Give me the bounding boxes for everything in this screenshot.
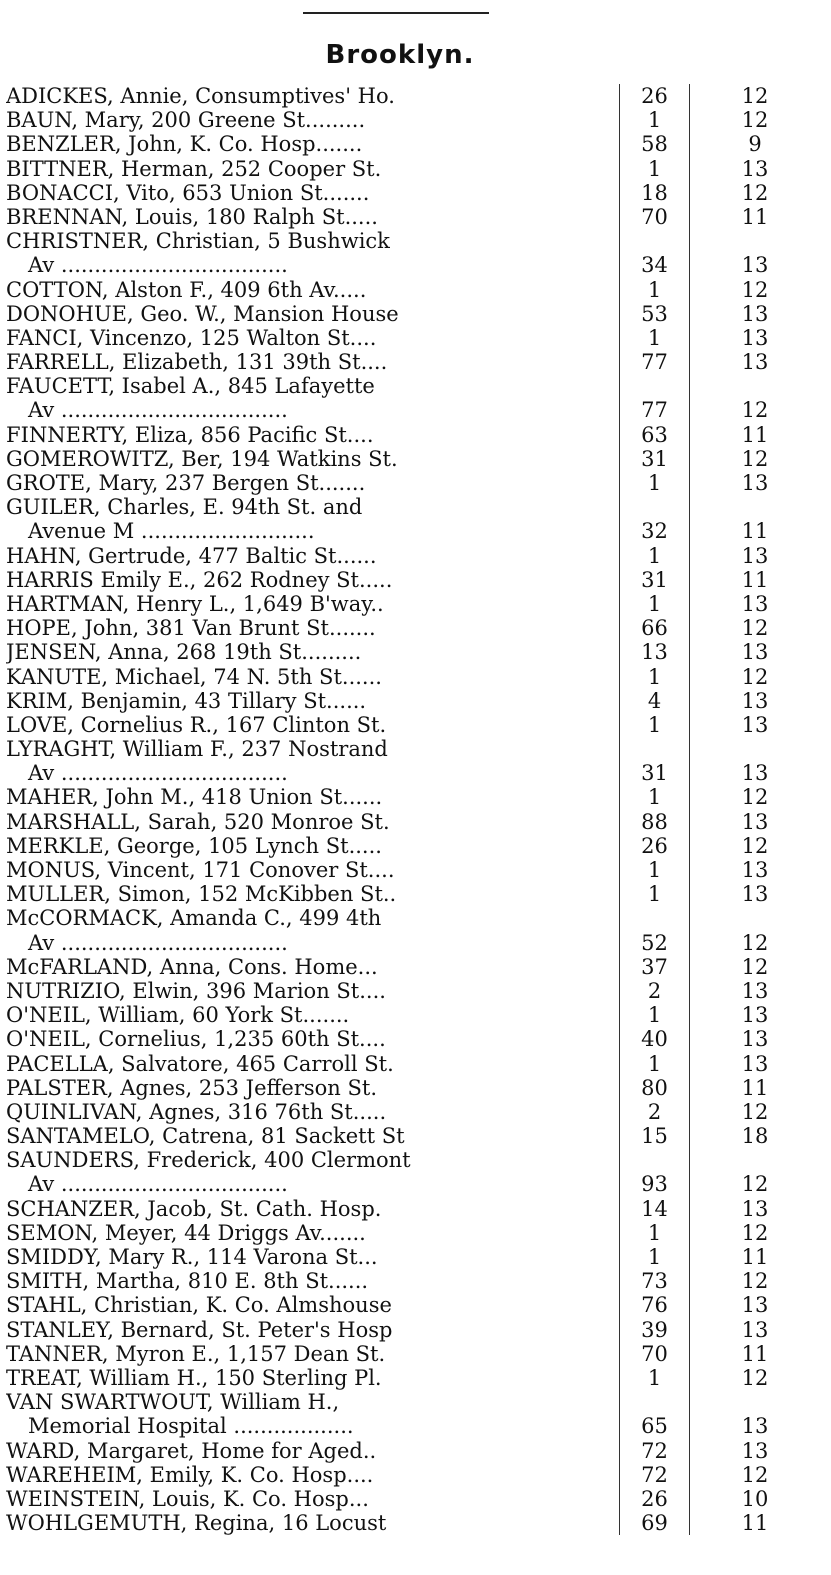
entry-name: GOMEROWITZ, Ber, 194 Watkins St. bbox=[6, 447, 620, 471]
entry-age: 69 bbox=[620, 1511, 690, 1535]
entry-name: VAN SWARTWOUT, William H., bbox=[6, 1390, 620, 1414]
entry-age: 2 bbox=[620, 1100, 690, 1124]
entry-name: Avenue M .......................... bbox=[6, 519, 620, 543]
entry-ward: 12 bbox=[741, 1462, 769, 1487]
listing-row bbox=[6, 1511, 826, 1535]
entry-age: 39 bbox=[620, 1318, 690, 1342]
entry-name: Av .................................. bbox=[6, 253, 620, 277]
entry-ward: 12 bbox=[741, 1172, 769, 1197]
listing-row bbox=[6, 132, 826, 156]
entry-age bbox=[620, 374, 690, 398]
entry-ward: 12 bbox=[741, 84, 769, 108]
listing-row bbox=[6, 471, 826, 495]
listing-row bbox=[6, 665, 826, 689]
entry-name: FARRELL, Elizabeth, 131 39th St.... bbox=[6, 350, 620, 374]
entry-ward: 13 bbox=[741, 301, 769, 326]
entry-ward: 13 bbox=[741, 1438, 769, 1463]
entry-age: 1 bbox=[620, 713, 690, 737]
entry-age: 37 bbox=[620, 955, 690, 979]
listing-row bbox=[6, 1463, 826, 1487]
entry-name: WAREHEIM, Emily, K. Co. Hosp.... bbox=[6, 1463, 620, 1487]
entry-ward: 12 bbox=[741, 1365, 769, 1390]
entry-age: 72 bbox=[620, 1463, 690, 1487]
entry-age: 34 bbox=[620, 253, 690, 277]
entry-ward: 13 bbox=[741, 156, 769, 181]
entry-name: STAHL, Christian, K. Co. Almshouse bbox=[6, 1293, 620, 1317]
listing-row bbox=[6, 1414, 826, 1438]
listing-row bbox=[6, 1197, 826, 1221]
entry-age: 1 bbox=[620, 471, 690, 495]
listing-row bbox=[6, 181, 826, 205]
listing-row bbox=[6, 1342, 826, 1366]
entry-age: 1 bbox=[620, 1221, 690, 1245]
listing-row bbox=[6, 495, 826, 519]
entry-ward: 13 bbox=[741, 350, 769, 375]
entry-name: LYRAGHT, William F., 237 Nostrand bbox=[6, 737, 620, 761]
entry-ward: 11 bbox=[741, 1245, 769, 1269]
entry-name: O'NEIL, Cornelius, 1,235 60th St.... bbox=[6, 1027, 620, 1051]
entry-name: DONOHUE, Geo. W., Mansion House bbox=[6, 302, 620, 326]
entry-ward: 13 bbox=[741, 543, 769, 568]
listing-row bbox=[6, 1366, 826, 1390]
listing-row bbox=[6, 423, 826, 447]
entry-ward: 12 bbox=[741, 785, 769, 810]
entry-ward: 13 bbox=[741, 1293, 769, 1318]
entry-age: 1 bbox=[620, 544, 690, 568]
listing-row bbox=[6, 568, 826, 592]
entry-ward bbox=[690, 229, 820, 253]
listing-row bbox=[6, 1003, 826, 1027]
listing-row bbox=[6, 1293, 826, 1317]
entry-ward: 13 bbox=[741, 1414, 769, 1439]
listing-row bbox=[6, 955, 826, 979]
listing-row bbox=[6, 544, 826, 568]
listing-row bbox=[6, 761, 826, 785]
entry-age: 70 bbox=[620, 1342, 690, 1366]
entry-age: 1 bbox=[620, 326, 690, 350]
listing-row bbox=[6, 278, 826, 302]
listing-row bbox=[6, 906, 826, 930]
entry-ward: 10 bbox=[741, 1486, 769, 1511]
listing-row bbox=[6, 737, 826, 761]
entry-ward: 13 bbox=[741, 1003, 769, 1028]
listing-row bbox=[6, 157, 826, 181]
entry-ward: 13 bbox=[741, 761, 769, 786]
entry-ward: 13 bbox=[741, 978, 769, 1003]
entry-ward: 11 bbox=[741, 1511, 769, 1536]
entry-name: Av .................................. bbox=[6, 931, 620, 955]
listing-row bbox=[6, 519, 826, 543]
entry-ward: 12 bbox=[741, 833, 769, 858]
entry-age: 40 bbox=[620, 1027, 690, 1051]
listing-row bbox=[6, 1245, 826, 1269]
entry-name: COTTON, Alston F., 409 6th Av..... bbox=[6, 278, 620, 302]
top-rule bbox=[303, 12, 489, 14]
entry-age: 26 bbox=[620, 834, 690, 858]
entry-name: BRENNAN, Louis, 180 Ralph St..... bbox=[6, 205, 620, 229]
listing-row bbox=[6, 1027, 826, 1051]
entry-age: 80 bbox=[620, 1076, 690, 1100]
entry-ward: 13 bbox=[741, 591, 769, 616]
entry-name: FINNERTY, Eliza, 856 Pacific St.... bbox=[6, 423, 620, 447]
entry-age: 52 bbox=[620, 931, 690, 955]
entry-name: BITTNER, Herman, 252 Cooper St. bbox=[6, 157, 620, 181]
entry-name: FAUCETT, Isabel A., 845 Lafayette bbox=[6, 374, 620, 398]
entry-name: CHRISTNER, Christian, 5 Bushwick bbox=[6, 229, 620, 253]
listing-row bbox=[6, 834, 826, 858]
listing-row bbox=[6, 447, 826, 471]
listing-row bbox=[6, 1172, 826, 1196]
listing-row bbox=[6, 858, 826, 882]
entry-ward: 13 bbox=[741, 1051, 769, 1076]
entry-age: 15 bbox=[620, 1124, 690, 1148]
entry-age: 4 bbox=[620, 689, 690, 713]
entry-age: 88 bbox=[620, 810, 690, 834]
entry-age: 58 bbox=[620, 132, 690, 156]
entry-name: PACELLA, Salvatore, 465 Carroll St. bbox=[6, 1052, 620, 1076]
entry-ward: 12 bbox=[741, 616, 769, 641]
entry-name: GROTE, Mary, 237 Bergen St....... bbox=[6, 471, 620, 495]
listing-row bbox=[6, 1439, 826, 1463]
entry-name: Memorial Hospital .................. bbox=[6, 1414, 620, 1438]
entry-name: STANLEY, Bernard, St. Peter's Hosp bbox=[6, 1318, 620, 1342]
listing-row bbox=[6, 205, 826, 229]
entry-name: NUTRIZIO, Elwin, 396 Marion St.... bbox=[6, 979, 620, 1003]
entry-age bbox=[620, 906, 690, 930]
entry-ward: 12 bbox=[741, 664, 769, 689]
entry-age: 72 bbox=[620, 1439, 690, 1463]
entry-age: 65 bbox=[620, 1414, 690, 1438]
entry-name: SANTAMELO, Catrena, 81 Sackett St bbox=[6, 1124, 620, 1148]
entry-age: 73 bbox=[620, 1269, 690, 1293]
entry-name: PALSTER, Agnes, 253 Jefferson St. bbox=[6, 1076, 620, 1100]
entry-age: 1 bbox=[620, 157, 690, 181]
entry-age bbox=[620, 495, 690, 519]
entry-name: McCORMACK, Amanda C., 499 4th bbox=[6, 906, 620, 930]
entry-age: 1 bbox=[620, 1366, 690, 1390]
listing-row bbox=[6, 616, 826, 640]
entry-ward: 12 bbox=[741, 180, 769, 205]
entry-ward: 12 bbox=[741, 277, 769, 302]
entry-ward: 13 bbox=[741, 253, 769, 278]
entry-name: FANCI, Vincenzo, 125 Walton St.... bbox=[6, 326, 620, 350]
entry-name: MONUS, Vincent, 171 Conover St.... bbox=[6, 858, 620, 882]
entry-name: WARD, Margaret, Home for Aged.. bbox=[6, 1439, 620, 1463]
entry-age bbox=[620, 737, 690, 761]
entry-name: JENSEN, Anna, 268 19th St......... bbox=[6, 640, 620, 664]
listing-row bbox=[6, 1124, 826, 1148]
entry-ward: 13 bbox=[741, 712, 769, 737]
entry-name: TREAT, William H., 150 Sterling Pl. bbox=[6, 1366, 620, 1390]
entry-name: SCHANZER, Jacob, St. Cath. Hosp. bbox=[6, 1197, 620, 1221]
entry-age: 1 bbox=[620, 1003, 690, 1027]
entry-age: 53 bbox=[620, 302, 690, 326]
entry-age: 63 bbox=[620, 423, 690, 447]
entry-ward: 13 bbox=[741, 640, 769, 665]
entry-age bbox=[620, 1148, 690, 1172]
entry-ward bbox=[690, 737, 820, 761]
entry-ward: 11 bbox=[741, 1341, 769, 1366]
entry-ward: 11 bbox=[741, 519, 769, 544]
entry-ward: 13 bbox=[741, 1196, 769, 1221]
entry-name: McFARLAND, Anna, Cons. Home... bbox=[6, 955, 620, 979]
entry-age: 14 bbox=[620, 1197, 690, 1221]
entry-age: 31 bbox=[620, 568, 690, 592]
listing-row bbox=[6, 398, 826, 422]
entry-name: BONACCI, Vito, 653 Union St....... bbox=[6, 181, 620, 205]
entry-name: SEMON, Meyer, 44 Driggs Av....... bbox=[6, 1221, 620, 1245]
entry-age: 31 bbox=[620, 761, 690, 785]
entry-ward: 13 bbox=[741, 688, 769, 713]
listing-row bbox=[6, 1100, 826, 1124]
listing-row bbox=[6, 713, 826, 737]
listing-row bbox=[6, 979, 826, 1003]
listing-row bbox=[6, 1076, 826, 1100]
listing-row bbox=[6, 1221, 826, 1245]
entry-name: O'NEIL, William, 60 York St....... bbox=[6, 1003, 620, 1027]
entry-ward: 13 bbox=[741, 858, 769, 882]
listing-row bbox=[6, 640, 826, 664]
listing-row bbox=[6, 253, 826, 277]
entry-age: 1 bbox=[620, 108, 690, 132]
entry-age: 26 bbox=[620, 1487, 690, 1511]
entry-name: LOVE, Cornelius R., 167 Clinton St. bbox=[6, 713, 620, 737]
entry-age: 93 bbox=[620, 1172, 690, 1196]
listing-row bbox=[6, 326, 826, 350]
entry-name: ADICKES, Annie, Consumptives' Ho. bbox=[6, 84, 620, 108]
entry-age bbox=[620, 229, 690, 253]
entry-name: QUINLIVAN, Agnes, 316 76th St..... bbox=[6, 1100, 620, 1124]
entry-age: 66 bbox=[620, 616, 690, 640]
listing-row bbox=[6, 229, 826, 253]
entry-name: WOHLGEMUTH, Regina, 16 Locust bbox=[6, 1511, 620, 1535]
listing-row bbox=[6, 302, 826, 326]
entry-ward bbox=[690, 906, 820, 930]
listing-row bbox=[6, 350, 826, 374]
entry-name: SAUNDERS, Frederick, 400 Clermont bbox=[6, 1148, 620, 1172]
entry-age: 77 bbox=[620, 398, 690, 422]
entry-ward: 11 bbox=[741, 422, 769, 447]
entry-name: MAHER, John M., 418 Union St...... bbox=[6, 785, 620, 809]
entry-ward: 11 bbox=[741, 204, 769, 229]
entry-age: 1 bbox=[620, 592, 690, 616]
entry-age: 77 bbox=[620, 350, 690, 374]
entry-age: 31 bbox=[620, 447, 690, 471]
entry-name: KRIM, Benjamin, 43 Tillary St...... bbox=[6, 689, 620, 713]
entry-ward: 11 bbox=[741, 567, 769, 592]
entry-name: Av .................................. bbox=[6, 398, 620, 422]
entry-ward: 12 bbox=[741, 1099, 769, 1124]
listing-row bbox=[6, 1148, 826, 1172]
entry-name: MERKLE, George, 105 Lynch St..... bbox=[6, 834, 620, 858]
entry-name: TANNER, Myron E., 1,157 Dean St. bbox=[6, 1342, 620, 1366]
entry-name: Av .................................. bbox=[6, 761, 620, 785]
listing-row bbox=[6, 882, 826, 906]
entry-name: WEINSTEIN, Louis, K. Co. Hosp... bbox=[6, 1487, 620, 1511]
entry-age: 1 bbox=[620, 1245, 690, 1269]
entry-ward bbox=[690, 374, 820, 398]
entry-age: 76 bbox=[620, 1293, 690, 1317]
section-title: Brooklyn. bbox=[325, 40, 475, 70]
listing-row bbox=[6, 1052, 826, 1076]
entry-name: SMIDDY, Mary R., 114 Varona St... bbox=[6, 1245, 620, 1269]
entry-ward: 13 bbox=[741, 1317, 769, 1342]
entry-age bbox=[620, 1390, 690, 1414]
entry-name: HOPE, John, 381 Van Brunt St....... bbox=[6, 616, 620, 640]
entry-age: 26 bbox=[620, 84, 690, 108]
listing-row bbox=[6, 374, 826, 398]
listing-row bbox=[6, 592, 826, 616]
entry-name: MARSHALL, Sarah, 520 Monroe St. bbox=[6, 810, 620, 834]
entry-ward: 12 bbox=[741, 954, 769, 979]
entry-age: 1 bbox=[620, 665, 690, 689]
entry-name: HARTMAN, Henry L., 1,649 B'way.. bbox=[6, 592, 620, 616]
listing-row bbox=[6, 1487, 826, 1511]
entry-age: 13 bbox=[620, 640, 690, 664]
entry-ward: 12 bbox=[741, 108, 769, 133]
entry-name: Av .................................. bbox=[6, 1172, 620, 1196]
entry-ward bbox=[690, 495, 820, 519]
listing-row bbox=[6, 1318, 826, 1342]
entry-ward: 12 bbox=[741, 446, 769, 471]
entry-ward bbox=[690, 1148, 820, 1172]
listing-row bbox=[6, 108, 826, 132]
listing-row bbox=[6, 785, 826, 809]
entry-ward: 12 bbox=[741, 1220, 769, 1245]
entry-name: KANUTE, Michael, 74 N. 5th St...... bbox=[6, 665, 620, 689]
entry-ward: 12 bbox=[741, 1269, 769, 1294]
entry-name: SMITH, Martha, 810 E. 8th St...... bbox=[6, 1269, 620, 1293]
entry-name: MULLER, Simon, 152 McKibben St.. bbox=[6, 882, 620, 906]
entry-age: 1 bbox=[620, 882, 690, 906]
listing-row bbox=[6, 931, 826, 955]
entry-age: 70 bbox=[620, 205, 690, 229]
entry-age: 18 bbox=[620, 181, 690, 205]
entry-ward: 13 bbox=[741, 882, 769, 907]
entry-ward: 12 bbox=[741, 398, 769, 423]
entry-ward: 11 bbox=[741, 1075, 769, 1100]
entry-name: HARRIS Emily E., 262 Rodney St..... bbox=[6, 568, 620, 592]
entry-age: 32 bbox=[620, 519, 690, 543]
entry-ward: 13 bbox=[741, 809, 769, 834]
listing-row bbox=[6, 1390, 826, 1414]
entry-name: BAUN, Mary, 200 Greene St......... bbox=[6, 108, 620, 132]
entry-age: 1 bbox=[620, 785, 690, 809]
entry-ward: 9 bbox=[748, 132, 762, 157]
entry-ward: 13 bbox=[741, 471, 769, 495]
listing-row bbox=[6, 689, 826, 713]
listing-row bbox=[6, 810, 826, 834]
entry-ward: 18 bbox=[741, 1124, 769, 1149]
entry-name: GUILER, Charles, E. 94th St. and bbox=[6, 495, 620, 519]
entry-ward: 13 bbox=[741, 1027, 769, 1052]
entry-ward: 13 bbox=[741, 325, 769, 350]
death-listing bbox=[6, 84, 826, 1535]
entry-age: 1 bbox=[620, 858, 690, 882]
listing-row bbox=[6, 84, 826, 108]
entry-age: 1 bbox=[620, 1052, 690, 1076]
entry-age: 1 bbox=[620, 278, 690, 302]
entry-age: 2 bbox=[620, 979, 690, 1003]
entry-name: HAHN, Gertrude, 477 Baltic St...... bbox=[6, 544, 620, 568]
listing-row bbox=[6, 1269, 826, 1293]
entry-ward: 12 bbox=[741, 930, 769, 955]
entry-ward bbox=[690, 1390, 820, 1414]
entry-name: BENZLER, John, K. Co. Hosp....... bbox=[6, 132, 620, 156]
